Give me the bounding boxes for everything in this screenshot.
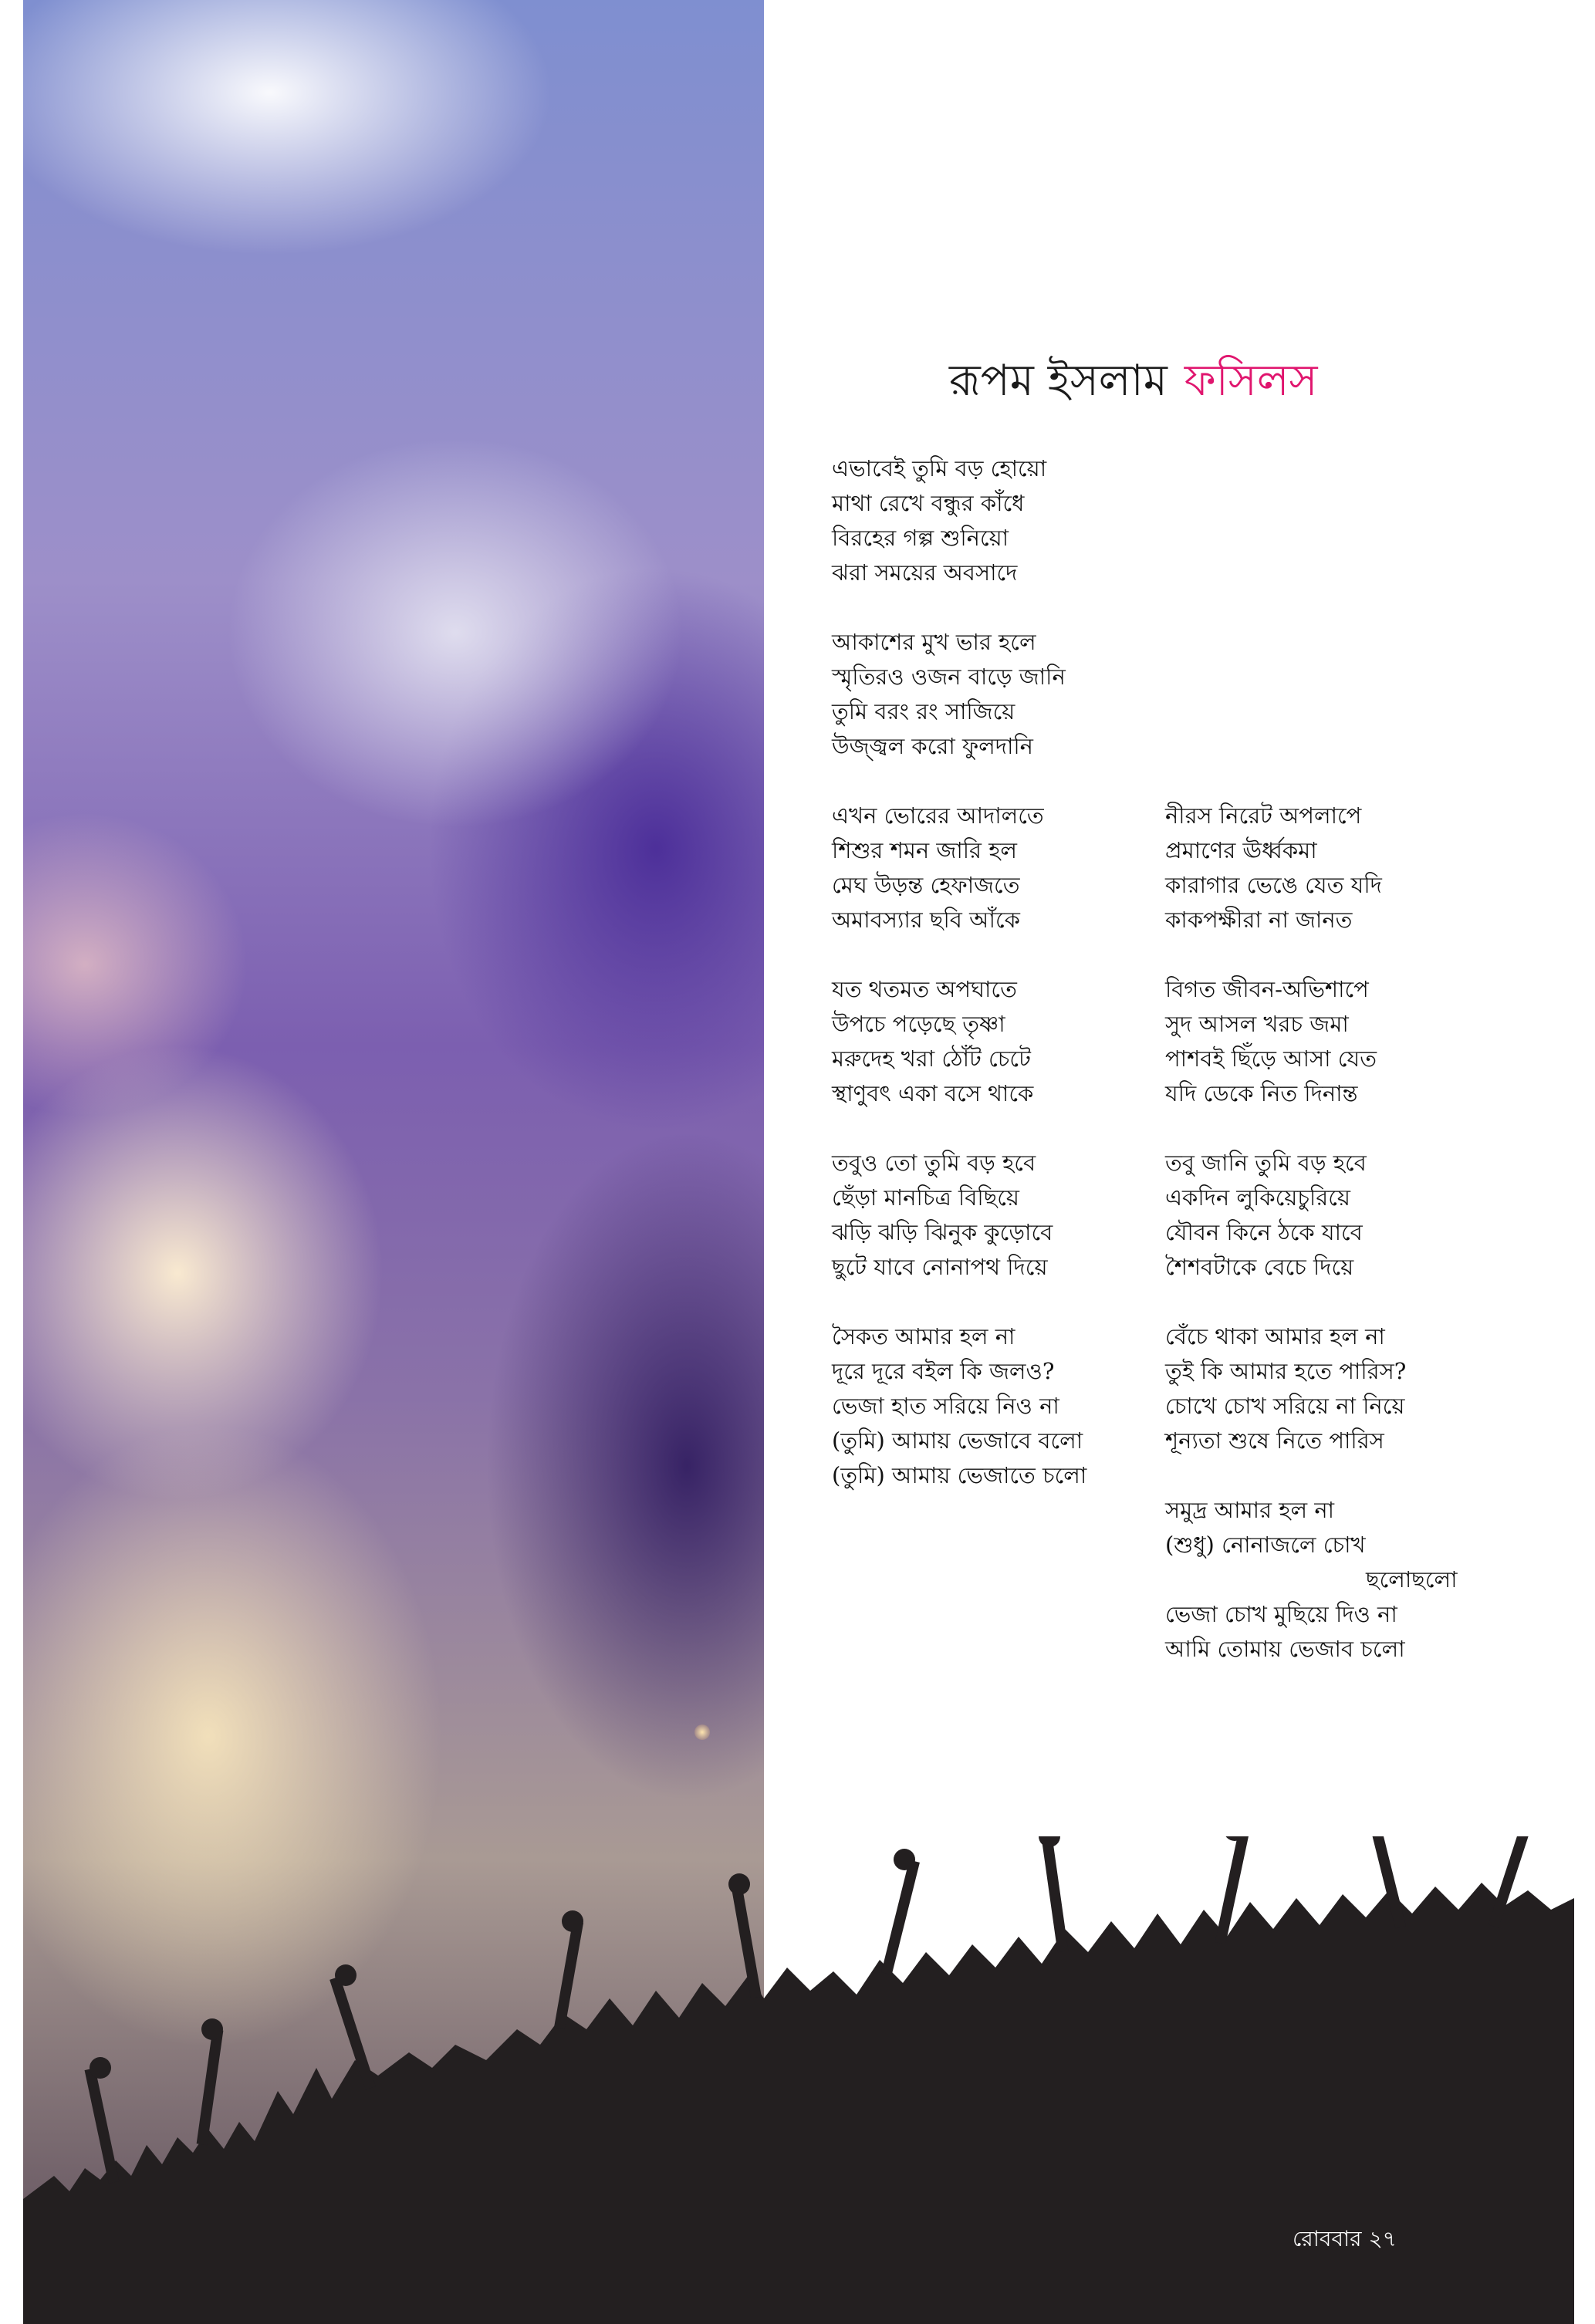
poem-line: তুমি বরং রং সাজিয়ে xyxy=(832,698,1015,725)
poem-line: উপচে পড়েছে তৃষ্ণা xyxy=(832,1011,1005,1037)
stanza xyxy=(832,972,1140,1111)
poem-line: পাশবই ছিঁড়ে আসা যেত xyxy=(1165,1045,1377,1072)
poem-line: (শুধু) নোনাজলে চোখ xyxy=(1165,1532,1366,1558)
poem-column-left xyxy=(832,451,1140,1528)
poem-line: দূরে দূরে বইল কি জলও? xyxy=(832,1358,1055,1384)
poem-line: ঝরা সময়ের অবসাদে xyxy=(832,559,1018,586)
poem-line: যদি ডেকে নিত দিনান্ত xyxy=(1165,1080,1358,1106)
stanza xyxy=(1165,1319,1474,1458)
poem-line: কাকপক্ষীরা না জানত xyxy=(1165,907,1353,933)
poem-line: একদিন লুকিয়েচুরিয়ে xyxy=(1165,1184,1350,1211)
poem-line: বিরহের গল্প শুনিয়ো xyxy=(832,525,1009,551)
poem-line: (তুমি) আমায় ভেজাবে বলো xyxy=(832,1427,1083,1454)
poem-line: নীরস নিরেট অপলাপে xyxy=(1165,802,1362,829)
poem-line: তবু জানি তুমি বড় হবে xyxy=(1165,1150,1367,1176)
poem-line: ছুটে যাবে নোনাপথ দিয়ে xyxy=(832,1254,1048,1280)
poem-line: তবুও তো তুমি বড় হবে xyxy=(832,1150,1036,1176)
poem-line: মরুদেহ খরা ঠোঁট চেটে xyxy=(832,1045,1031,1072)
poem-line: ঝড়ি ঝড়ি ঝিনুক কুড়োবে xyxy=(832,1219,1053,1245)
poem-line: (তুমি) আমায় ভেজাতে চলো xyxy=(832,1462,1087,1488)
stanza xyxy=(1165,1493,1474,1667)
poem-title xyxy=(949,347,1318,420)
poem-line: ছলোছলো xyxy=(1366,1566,1458,1593)
stanza xyxy=(1165,1146,1474,1285)
poem-line: ছেঁড়া মানচিত্র বিছিয়ে xyxy=(832,1184,1020,1211)
poem-author: রূপম ইসলাম xyxy=(949,356,1168,406)
poem-line: যৌবন কিনে ঠকে যাবে xyxy=(1165,1219,1363,1245)
poem-line: চোখে চোখ সরিয়ে না নিয়ে xyxy=(1165,1393,1405,1419)
poem-line: এভাবেই তুমি বড় হোয়ো xyxy=(832,455,1047,481)
poem-line: মাথা রেখে বন্ধুর কাঁধে xyxy=(832,490,1025,516)
stanza xyxy=(1165,972,1474,1111)
poem-line: সৈকত আমার হল না xyxy=(832,1323,1015,1349)
poem-line: মেঘ উড়ন্ত হেফাজতে xyxy=(832,872,1020,898)
poem-line: আমি তোমায় ভেজাব চলো xyxy=(1165,1636,1405,1662)
poem-line: স্মৃতিরও ওজন বাড়ে জানি xyxy=(832,664,1066,690)
poem-line: শিশুর শমন জারি হল xyxy=(832,837,1018,863)
stage-light-flare xyxy=(694,1724,710,1740)
poem-line: ভেজা চোখ মুছিয়ে দিও না xyxy=(1165,1601,1397,1627)
poem-line: প্রমাণের ঊর্ধ্বকমা xyxy=(1165,837,1317,863)
poem-line: বিগত জীবন-অভিশাপে xyxy=(1165,976,1369,1002)
poem-line: এখন ভোরের আদালতে xyxy=(832,802,1044,829)
poem-line: সুদ আসল খরচ জমা xyxy=(1165,1011,1349,1037)
poem-line: স্থাণুবৎ একা বসে থাকে xyxy=(832,1080,1034,1106)
poem-name: ফসিলস xyxy=(1184,356,1318,406)
poem-line: সমুদ্র আমার হল না xyxy=(1165,1497,1335,1523)
stanza xyxy=(832,625,1140,764)
poem-line: যত থতমত অপঘাতে xyxy=(832,976,1017,1002)
poem-column-right xyxy=(1165,799,1474,1701)
poem-line: অমাবস্যার ছবি আঁকে xyxy=(832,907,1020,933)
poem-line: ভেজা হাত সরিয়ে নিও না xyxy=(832,1393,1059,1419)
page-number: রোববার ২৭ xyxy=(1293,2226,1397,2251)
stanza xyxy=(832,451,1140,590)
poem-line: তুই কি আমার হতে পারিস? xyxy=(1165,1358,1407,1384)
stanza xyxy=(1165,799,1474,937)
poem-line: শৈশবটাকে বেচে দিয়ে xyxy=(1165,1254,1354,1280)
poem-line: আকাশের মুখ ভার হলে xyxy=(832,629,1036,655)
poem-line: উজ্জ্বল করো ফুলদানি xyxy=(832,733,1033,759)
stanza xyxy=(832,1319,1140,1493)
poem-line: বেঁচে থাকা আমার হল না xyxy=(1165,1323,1385,1349)
poem-line: শূন্যতা শুষে নিতে পারিস xyxy=(1165,1427,1384,1454)
poem-line: কারাগার ভেঙে যেত যদি xyxy=(1165,872,1382,898)
stanza xyxy=(832,1146,1140,1285)
stanza xyxy=(832,799,1140,937)
